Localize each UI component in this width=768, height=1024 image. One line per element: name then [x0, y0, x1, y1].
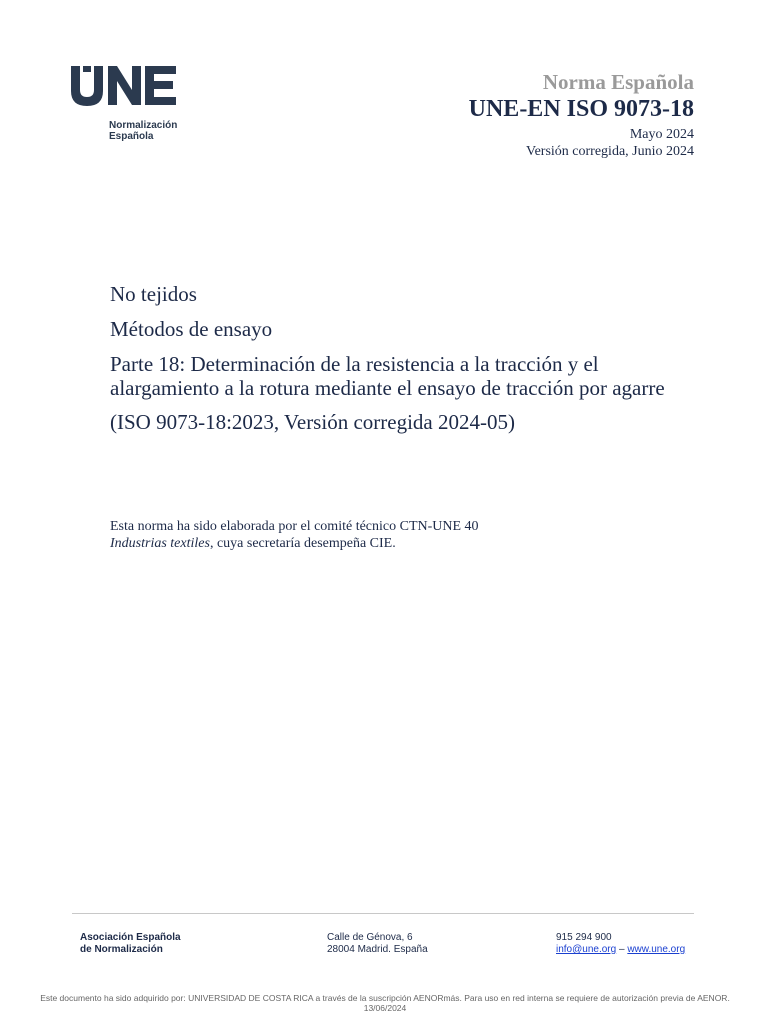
disclaimer-text: Este documento ha sido adquirido por: UNIVERSIDAD DE COSTA RICA a través de la suscripción AENORmás. Para uso en red interna se requiere de autorización previa de AENOR. [40, 993, 730, 1003]
title-line-3: Parte 18: Determinación de la resistencia a la tracción y el alargamiento a la rotura mediante el ensayo de tracción por agarre [110, 352, 665, 400]
email-link[interactable]: info@une.org [556, 944, 617, 955]
title-line-4: (ISO 9073-18:2023, Versión corregida 2024-05) [110, 410, 515, 434]
logo-subtitle-line2: Española [109, 131, 154, 142]
committee-text-before: Esta norma ha sido elaborada por el comité técnico CTN-UNE 40 [110, 519, 479, 534]
une-logo [71, 66, 191, 142]
norma-label: Norma Española [542, 70, 694, 94]
footer-divider [72, 913, 694, 914]
address-line-2: 28004 Madrid. España [327, 944, 428, 955]
publication-date: Mayo 2024 [629, 127, 694, 142]
title-line-2: Métodos de ensayo [110, 317, 273, 341]
footer-address [327, 932, 428, 956]
document-titles [110, 282, 710, 434]
standard-code: UNE-EN ISO 9073-18 [468, 96, 694, 122]
committee-text-after: , cuya secretaría desempeña CIE. [209, 536, 396, 551]
logo-subtitle [109, 120, 191, 142]
footer-organization [80, 932, 181, 956]
org-line-2: de Normalización [80, 944, 163, 955]
phone-number: 915 294 900 [556, 932, 612, 943]
footer-contact [556, 932, 685, 956]
website-link[interactable]: www.une.org [627, 944, 686, 955]
link-separator: – [618, 944, 625, 955]
org-line-1: Asociación Española [80, 932, 181, 943]
logo-subtitle-line1: Normalización [109, 120, 178, 131]
committee-name: Industrias textiles [110, 536, 210, 551]
revision-note: Versión corregida, Junio 2024 [526, 144, 694, 159]
address-line-1: Calle de Génova, 6 [327, 932, 413, 943]
title-line-1: No tejidos [110, 282, 197, 306]
une-wordmark-icon [71, 66, 177, 106]
disclaimer-date: 13/06/2024 [363, 1003, 407, 1013]
contact-links [556, 944, 685, 956]
license-disclaimer [40, 993, 730, 1013]
committee-statement [110, 518, 510, 552]
standard-header [469, 70, 694, 160]
